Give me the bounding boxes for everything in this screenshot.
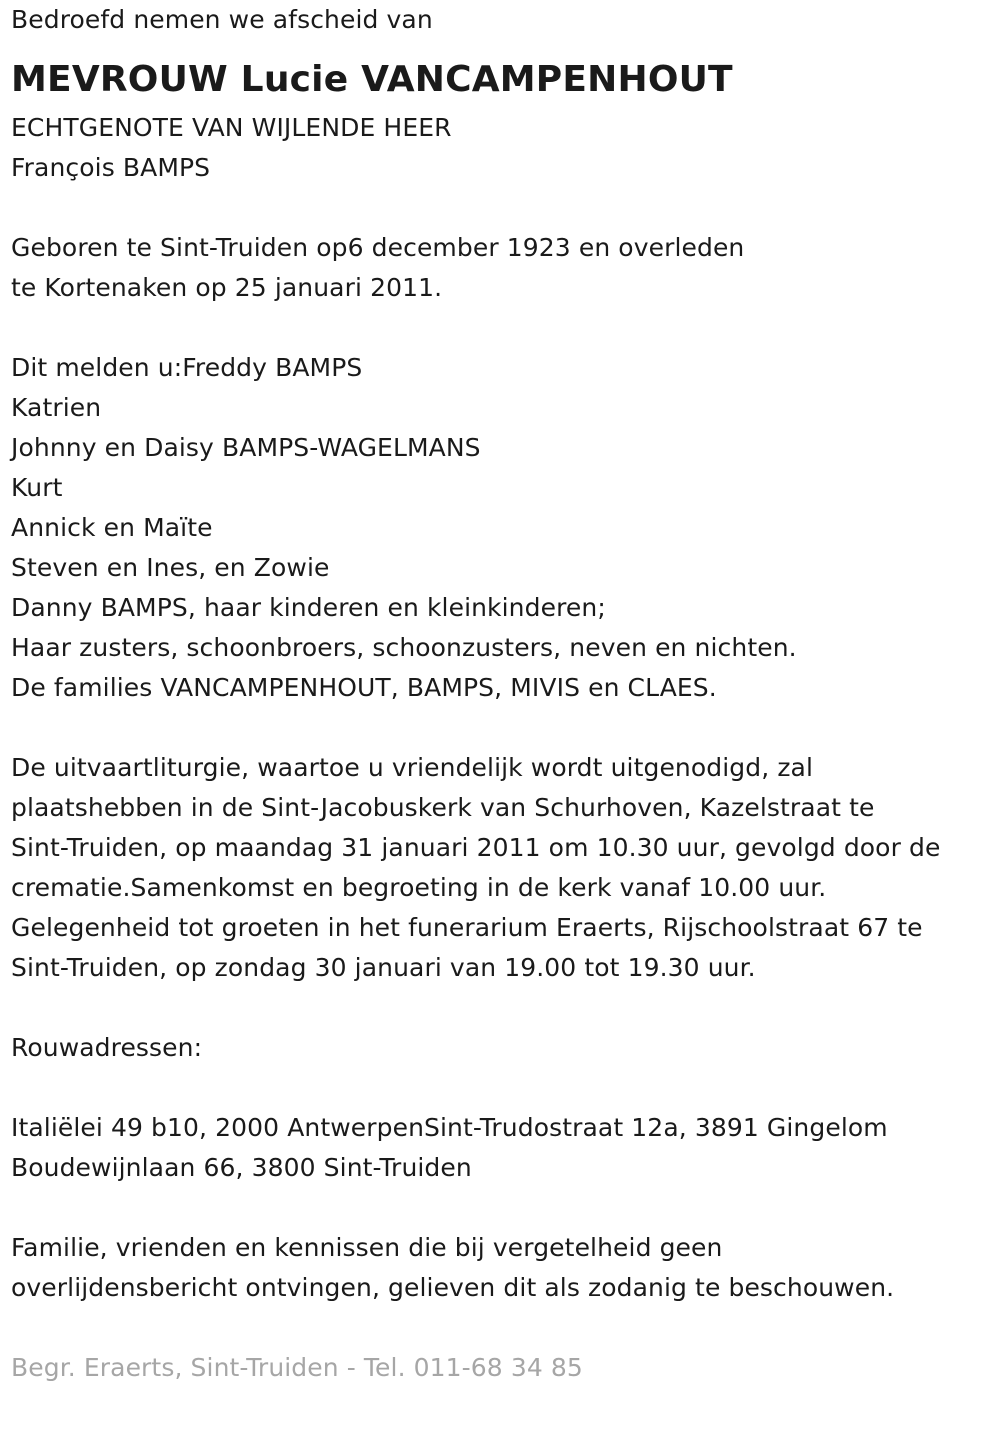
funeral-line: crematie.Samenkomst en begroeting in de kerk vanaf 10.00 uur.	[11, 873, 827, 902]
intro-text: Bedroefd nemen we afscheid van	[11, 5, 433, 34]
announcer-line: Kurt	[11, 473, 63, 502]
funeral-line: Gelegenheid tot groeten in het funerarium Eraerts, Rijschoolstraat 67 te	[11, 913, 923, 942]
birth-death-line: te Kortenaken op 25 januari 2011.	[11, 273, 443, 302]
announcer-line: Annick en Maïte	[11, 513, 213, 542]
funeral-line: Sint-Truiden, op maandag 31 januari 2011 om 10.30 uur, gevolgd door de	[11, 833, 941, 862]
funeral-line: plaatshebben in de Sint-Jacobuskerk van Schurhoven, Kazelstraat te	[11, 793, 875, 822]
addresses-heading: Rouwadressen:	[11, 1033, 203, 1062]
announcer-line: Katrien	[11, 393, 102, 422]
spouse-name: François BAMPS	[11, 153, 211, 182]
announcer-line: Dit melden u:Freddy BAMPS	[11, 353, 363, 382]
announcer-line: Danny BAMPS, haar kinderen en kleinkinderen;	[11, 593, 606, 622]
announcer-line: Haar zusters, schoonbroers, schoonzusters, neven en nichten.	[11, 633, 797, 662]
spouse-line: ECHTGENOTE VAN WIJLENDE HEER	[11, 113, 452, 142]
death-notice	[11, 0, 991, 1388]
closing-line: Familie, vrienden en kennissen die bij vergetelheid geen	[11, 1233, 723, 1262]
address-line: Boudewijnlaan 66, 3800 Sint-Truiden	[11, 1153, 472, 1182]
funeral-home-footer: Begr. Eraerts, Sint-Truiden - Tel. 011-68 34 85	[11, 1353, 583, 1382]
announcer-line: De families VANCAMPENHOUT, BAMPS, MIVIS en CLAES.	[11, 673, 717, 702]
announcer-line: Steven en Ines, en Zowie	[11, 553, 330, 582]
birth-death-line: Geboren te Sint-Truiden op6 december 1923 en overleden	[11, 233, 745, 262]
deceased-name: MEVROUW Lucie VANCAMPENHOUT	[11, 59, 733, 100]
announcer-line: Johnny en Daisy BAMPS-WAGELMANS	[11, 433, 481, 462]
funeral-line: Sint-Truiden, op zondag 30 januari van 19.00 tot 19.30 uur.	[11, 953, 756, 982]
closing-line: overlijdensbericht ontvingen, gelieven dit als zodanig te beschouwen.	[11, 1273, 895, 1302]
address-line: Italiëlei 49 b10, 2000 AntwerpenSint-Trudostraat 12a, 3891 Gingelom	[11, 1113, 888, 1142]
funeral-line: De uitvaartliturgie, waartoe u vriendelijk wordt uitgenodigd, zal	[11, 753, 814, 782]
